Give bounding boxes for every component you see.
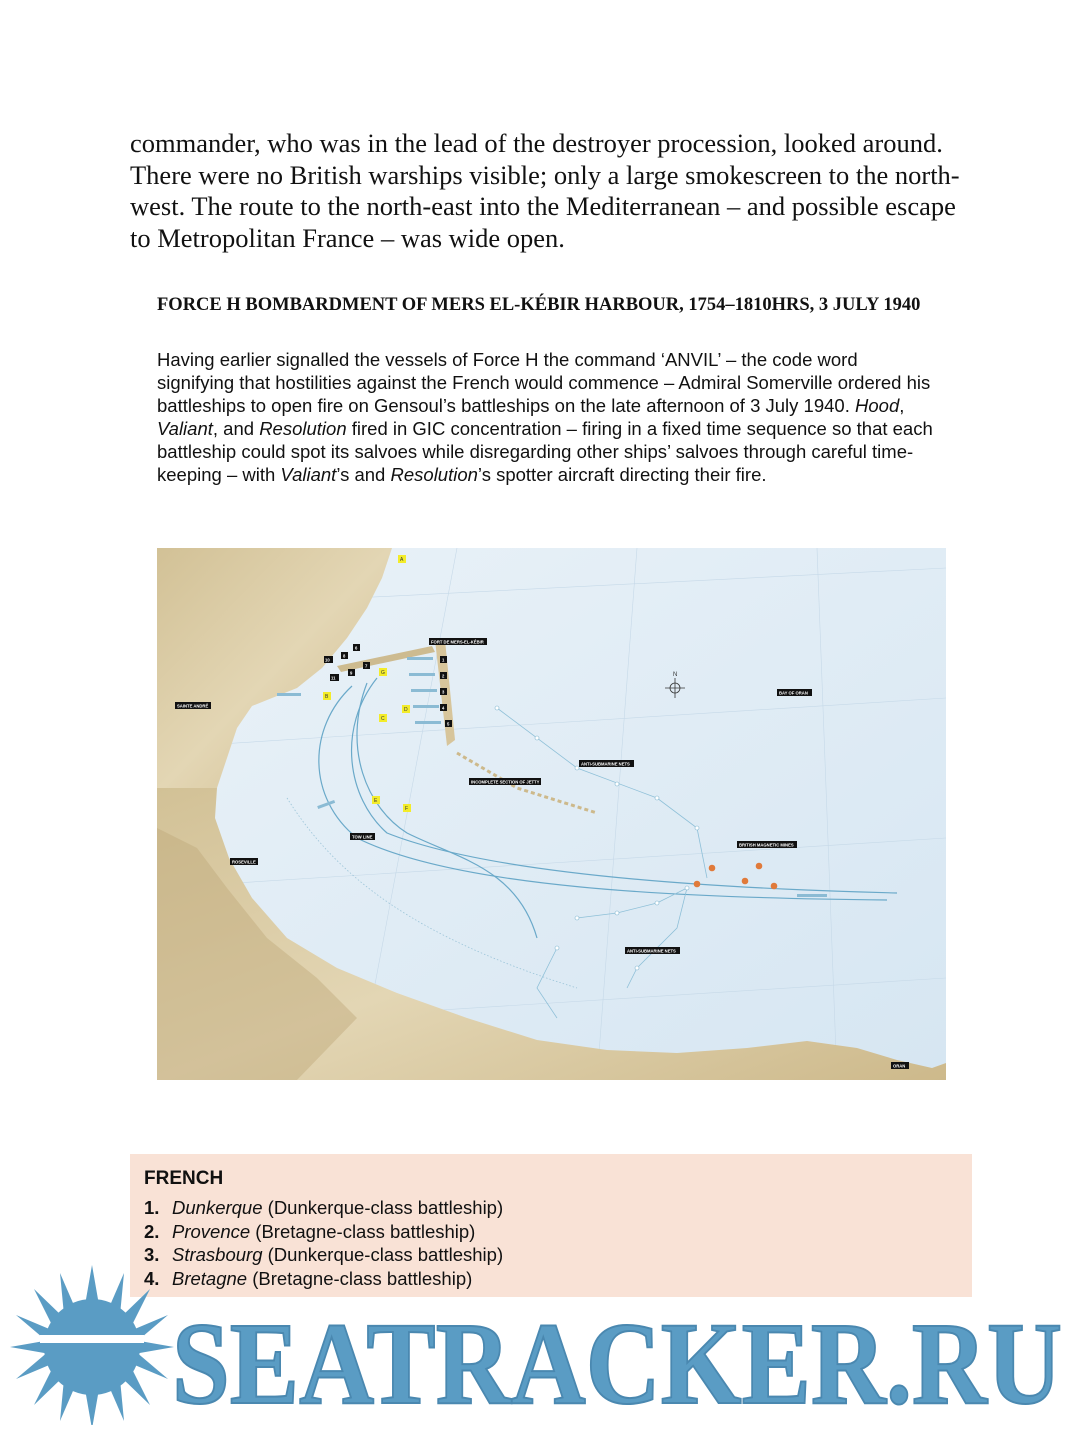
svg-text:INCOMPLETE SECTION OF JETTY: INCOMPLETE SECTION OF JETTY (471, 779, 540, 785)
svg-text:F: F (405, 806, 409, 812)
legend-desc: (Dunkerque-class battleship) (262, 1244, 504, 1265)
marker-yellow-f (403, 804, 411, 812)
ship-valiant: Valiant (157, 418, 213, 439)
legend-desc: (Bretagne-class battleship) (250, 1220, 476, 1242)
legend-desc: (Dunkerque-class battleship) (262, 1197, 504, 1218)
svg-text:C: C (381, 716, 385, 722)
marker-black-7 (363, 662, 370, 669)
svg-text:B: B (325, 694, 329, 700)
map-label-tow-line (350, 833, 375, 840)
svg-text:TOW LINE: TOW LINE (352, 834, 373, 840)
map-label-sainte-andre (175, 702, 211, 709)
svg-text:ANTI-SUBMARINE NETS: ANTI-SUBMARINE NETS (627, 948, 676, 954)
map-label-fort (429, 638, 487, 645)
map-box-title: FORCE H BOMBARDMENT OF MERS EL-KÉBIR HARBOUR, 1754–1810HRS, 3 JULY 1940 (157, 295, 921, 315)
legend-num: 2. (144, 1220, 160, 1242)
marker-black-3 (440, 688, 447, 695)
marker-black-9 (348, 669, 355, 676)
svg-text:8: 8 (343, 653, 346, 659)
marker-yellow-e (372, 796, 380, 804)
svg-text:1: 1 (442, 657, 445, 663)
svg-text:6: 6 (355, 645, 358, 651)
ship-hood: Hood (855, 395, 900, 416)
legend-item (144, 1243, 503, 1267)
marker-yellow-g (379, 668, 387, 676)
caption-sep-2: , and (212, 418, 260, 439)
watermark-text: SEATRACKER.RU (172, 1298, 1062, 1425)
marker-black-1 (440, 656, 447, 663)
ship-valiant-2: Valiant (280, 464, 337, 485)
sun-icon (10, 1265, 174, 1425)
legend-item (144, 1196, 503, 1220)
legend-num: 4. (144, 1267, 160, 1289)
marker-black-2 (440, 672, 447, 679)
map-label-oran (891, 1062, 909, 1069)
map-label-british-fall (737, 841, 797, 848)
svg-text:SAINTE ANDRÉ: SAINTE ANDRÉ (177, 703, 209, 709)
map-label-bay (777, 689, 812, 696)
watermark-svg (0, 1265, 1080, 1425)
legend-ship: Bretagne (172, 1267, 248, 1289)
map-box-caption (157, 348, 937, 486)
marker-black-11 (330, 674, 339, 681)
caption-part-1: Having earlier signalled the vessels of Force H the command ‘ANVIL’ – the code word signifying that hostilities against the French would commence – Admiral Somerville ordered his battleships to open fire on Gensoul’s battleships on the late afternoon of 3 July 1940. (157, 349, 931, 416)
ship-resolution: Resolution (259, 418, 347, 439)
svg-text:G: G (381, 670, 385, 676)
marker-black-10 (324, 656, 333, 663)
svg-text:9: 9 (350, 670, 353, 676)
marker-yellow-a (398, 555, 406, 563)
body-text (130, 128, 980, 254)
harbour-map (157, 548, 946, 1080)
map-label-jetty (469, 778, 541, 785)
ship-resolution-2: Resolution (390, 464, 478, 485)
watermark (0, 1265, 1080, 1425)
caption-sep-3: ’s and (336, 464, 391, 485)
caption-part-2: fired in GIC concentration – firing in a fixed time sequence so that each battleship could spot its salvoes while disregarding other ships’ salvoes through careful time-keeping – with (157, 418, 933, 485)
svg-text:2: 2 (442, 673, 445, 679)
map-svg (157, 548, 946, 1080)
svg-text:FORT DE MERS-EL-KÉBIR: FORT DE MERS-EL-KÉBIR (431, 639, 484, 645)
marker-black-6 (353, 644, 360, 651)
marker-yellow-d (402, 705, 410, 713)
svg-text:BRITISH MAGNETIC MINES: BRITISH MAGNETIC MINES (739, 842, 794, 848)
legend-num: 3. (144, 1244, 160, 1265)
svg-text:A: A (400, 557, 404, 563)
legend-desc: (Bretagne-class battleship) (247, 1267, 473, 1289)
map-label-roseville (230, 858, 258, 865)
svg-text:E: E (374, 798, 378, 804)
map-label-nets-top (579, 760, 634, 767)
legend-ship: Dunkerque (172, 1197, 263, 1218)
svg-text:7: 7 (365, 663, 368, 669)
legend-num: 1. (144, 1197, 160, 1218)
compass-north: N (673, 672, 678, 678)
svg-text:4: 4 (442, 705, 445, 711)
svg-text:D: D (404, 707, 408, 713)
map-label-nets-bottom (625, 947, 680, 954)
legend-ship: Provence (172, 1220, 251, 1242)
svg-text:11: 11 (331, 675, 336, 681)
svg-text:ANTI-SUBMARINE NETS: ANTI-SUBMARINE NETS (581, 761, 630, 767)
legend-heading: FRENCH (144, 1168, 224, 1189)
marker-yellow-c (379, 714, 387, 722)
svg-text:ROSEVILLE: ROSEVILLE (232, 859, 256, 865)
svg-text:5: 5 (447, 721, 450, 727)
svg-text:3: 3 (442, 689, 445, 695)
marker-black-5 (445, 720, 452, 727)
svg-text:10: 10 (325, 657, 330, 663)
marker-yellow-b (323, 692, 331, 700)
marker-black-4 (440, 704, 447, 711)
caption-part-3: ’s spotter aircraft directing their fire. (477, 464, 767, 485)
legend-item (144, 1220, 503, 1244)
svg-text:BAY OF ORAN: BAY OF ORAN (779, 690, 808, 696)
svg-text:ORAN: ORAN (893, 1063, 906, 1069)
marker-black-8 (341, 652, 348, 659)
legend-ship: Strasbourg (172, 1244, 263, 1265)
caption-sep-1: , (899, 395, 905, 416)
body-paragraph: commander, who was in the lead of the destroyer procession, looked around. There were no British warships visible; only a large smokescreen to the north-west. The route to the north-east into the Mediterranean – and possible escape to Metropolitan France – was wide open. (130, 128, 960, 253)
